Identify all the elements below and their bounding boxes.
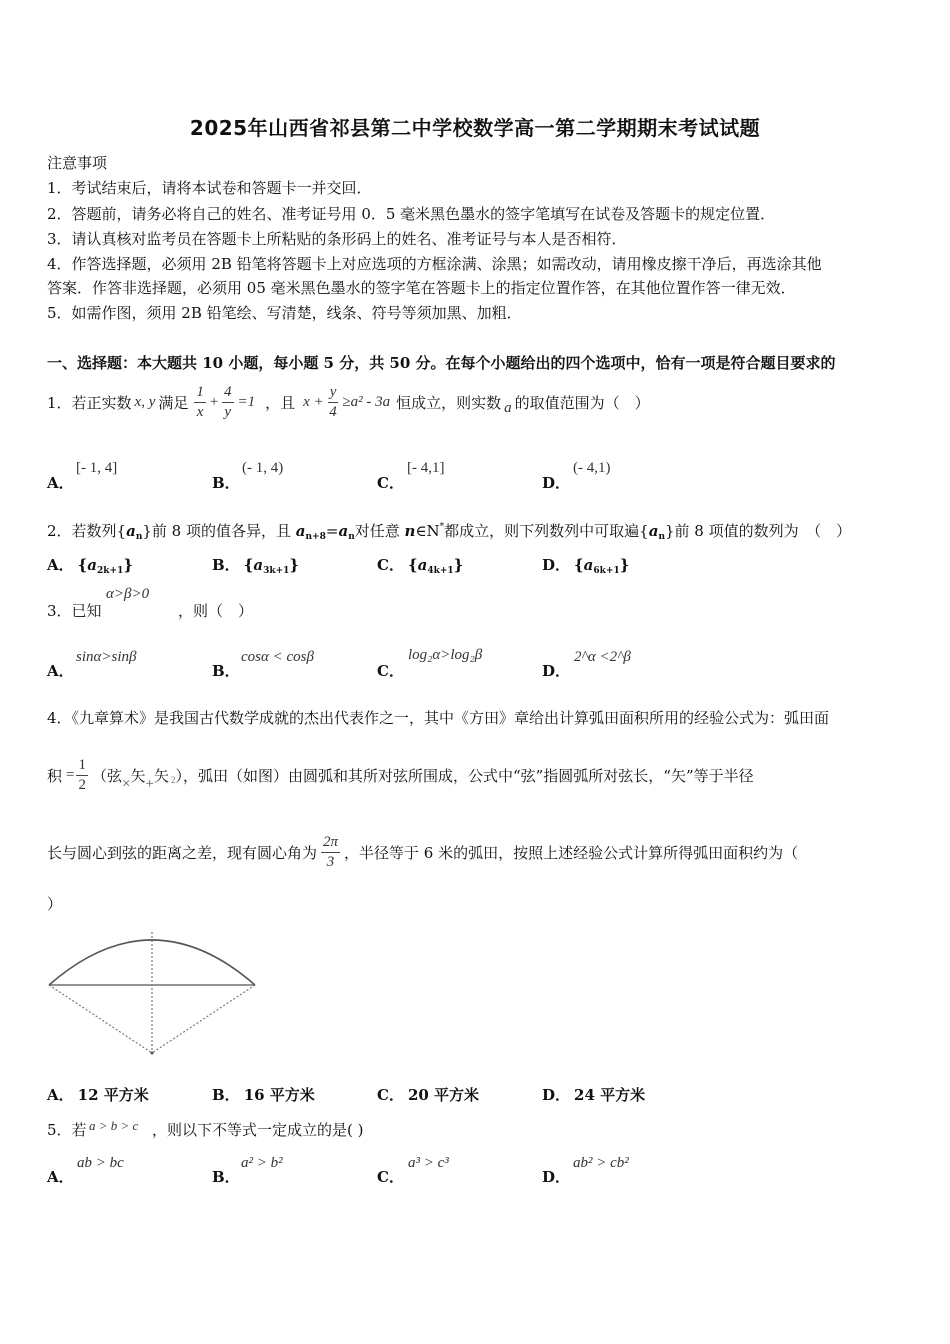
center-point bbox=[151, 1052, 154, 1055]
notice-item: 答案．作答非选择题，必须用 05 毫米黑色墨水的签字笔在答题卡上的指定位置作答，在其他位置作答一律无效． bbox=[47, 279, 796, 297]
q4-line-4: ） bbox=[47, 895, 63, 913]
q2-option-b[interactable]: B． $\{a_{3k+1}\}$ bbox=[212, 556, 300, 576]
q5-option-b[interactable]: B． bbox=[212, 1168, 240, 1186]
q5-text: 5．若 bbox=[47, 1121, 87, 1139]
arc-field-figure bbox=[44, 925, 260, 1060]
q3-option-d[interactable]: D． bbox=[542, 662, 571, 680]
radius-right bbox=[152, 985, 255, 1053]
q3-text: 3．已知 bbox=[47, 602, 102, 620]
q1-inequality: x + $\frac{y}{4}$ ≥a² - 3a bbox=[303, 383, 391, 420]
q5-option-b-value: a² > b² bbox=[241, 1155, 283, 1171]
q1-option-d-value: (- 4,1) bbox=[573, 460, 611, 476]
q5-option-d[interactable]: D． bbox=[542, 1168, 571, 1186]
q4-line-1: 4．《九章算术》是我国古代数学成就的杰出代表作之一，其中《方田》章给出计算弧田面积所用的经验公式为：弧田面 bbox=[47, 709, 830, 727]
q1-var-a: a bbox=[504, 399, 512, 416]
q3-option-c[interactable]: C． bbox=[377, 662, 404, 680]
q1-option-b[interactable]: B． bbox=[212, 474, 240, 492]
q4-line-3: 长与圆心到弦的距离之差，现有圆心角为 $\frac{2\pi}{3}$ ，半径等于 6 米的弧田，按照上述经验公式计算所得弧田面积约为（ bbox=[47, 833, 799, 870]
q4-option-c[interactable]: C． 20 平方米 bbox=[377, 1086, 480, 1104]
notice-item: 2．答题前，请务必将自己的姓名、准考证号用 0．5 毫米黑色墨水的签字笔填写在试卷及答题卡的规定位置． bbox=[47, 205, 776, 223]
q1-option-c-value: [- 4,1] bbox=[407, 460, 445, 476]
q3-text-2: ，则（ ） bbox=[178, 602, 254, 620]
q3-option-d-value: 2^α <2^β bbox=[574, 649, 631, 665]
q1-text: 恒成立，则实数 bbox=[396, 393, 502, 412]
q1-text: 满足 bbox=[158, 393, 189, 412]
q1-condition: $\frac{1}{x}$ + $\frac{4}{y}$ =1 bbox=[196, 383, 256, 420]
q1-text: 的取值范围为（ ） bbox=[514, 393, 650, 412]
q3-option-a[interactable]: A． bbox=[47, 662, 74, 680]
q5-option-a-value: ab > bc bbox=[77, 1155, 124, 1171]
q5-option-a[interactable]: A． bbox=[47, 1168, 74, 1186]
notice-item: 1．考试结束后，请将本试卷和答题卡一并交回． bbox=[47, 179, 372, 197]
q2-option-d[interactable]: D． $\{a_{6k+1}\}$ bbox=[542, 556, 630, 576]
q2-option-c[interactable]: C． $\{a_{4k+1}\}$ bbox=[377, 556, 464, 576]
q3-option-b[interactable]: B． bbox=[212, 662, 240, 680]
radius-left bbox=[49, 985, 152, 1053]
q1-option-b-value: (- 1, 4) bbox=[242, 460, 284, 476]
q4-line-2: 积 = $\frac{1}{2}$ （弦 × 矢 + 矢 2 ），弧田（如图）由圆弧和其所对弦所围成，公式中“弦”指圆弧所对弦长，“矢”等于半径 bbox=[47, 756, 754, 793]
q5-text-2: ，则以下不等式一定成立的是( ) bbox=[152, 1121, 364, 1139]
q5-option-c[interactable]: C． bbox=[377, 1168, 404, 1186]
q1-option-a[interactable]: A． bbox=[47, 474, 74, 492]
q5-condition: a > b > c bbox=[89, 1118, 139, 1133]
notice-item: 5．如需作图，须用 2B 铅笔绘、写清楚，线条、符号等须加黑、加粗． bbox=[47, 304, 522, 322]
q4-option-d[interactable]: D． 24 平方米 bbox=[542, 1086, 646, 1104]
q4-option-b[interactable]: B． 16 平方米 bbox=[212, 1086, 315, 1104]
question-1 bbox=[47, 377, 650, 427]
arc-curve bbox=[49, 940, 255, 985]
notice-heading: 注意事项 bbox=[47, 154, 108, 172]
notice-item: 3．请认真核对监考员在答题卡上所粘贴的条形码上的姓名、准考证号与本人是否相符． bbox=[47, 230, 627, 248]
q1-option-c[interactable]: C． bbox=[377, 474, 404, 492]
q4-option-a[interactable]: A． 12 平方米 bbox=[47, 1086, 149, 1104]
q3-option-c-value: log₂α>log₂β bbox=[408, 647, 483, 663]
q1-vars: x, y bbox=[134, 393, 156, 410]
q5-option-c-value: a³ > c³ bbox=[408, 1155, 449, 1171]
q1-option-d[interactable]: D． bbox=[542, 474, 571, 492]
q5-option-d-value: ab² > cb² bbox=[573, 1155, 629, 1171]
page-title: 2025年山西省祁县第二中学校数学高一第二学期期末考试试题 bbox=[189, 116, 761, 140]
section-heading: 一、选择题：本大题共 10 小题，每小题 5 分，共 50 分。在每个小题给出的四个选项中，恰有一项是符合题目要求的 bbox=[47, 354, 836, 372]
q1-text: 1．若正实数 bbox=[47, 393, 132, 412]
q3-option-b-value: cosα < cosβ bbox=[241, 649, 314, 665]
q3-condition: α>β>0 bbox=[106, 586, 150, 602]
q1-text: ，且 bbox=[265, 393, 296, 412]
question-2: 2．若数列$\{a_n\}$前 8 项的值各异，且 $a_{n+8}=a_n$对任意 n∈N*都成立，则下列数列中可取遍$\{a_n\}$前 8 项值的数列为 （ ） bbox=[47, 522, 852, 542]
q3-option-a-value: sinα>sinβ bbox=[76, 649, 137, 665]
q2-option-a[interactable]: A． $\{a_{2k+1}\}$ bbox=[47, 556, 133, 576]
notice-item: 4．作答选择题，必须用 2B 铅笔将答题卡上对应选项的方框涂满、涂黑；如需改动，请用橡皮擦干净后，再选涂其他 bbox=[47, 255, 822, 273]
q1-option-a-value: [- 1, 4] bbox=[76, 460, 118, 476]
